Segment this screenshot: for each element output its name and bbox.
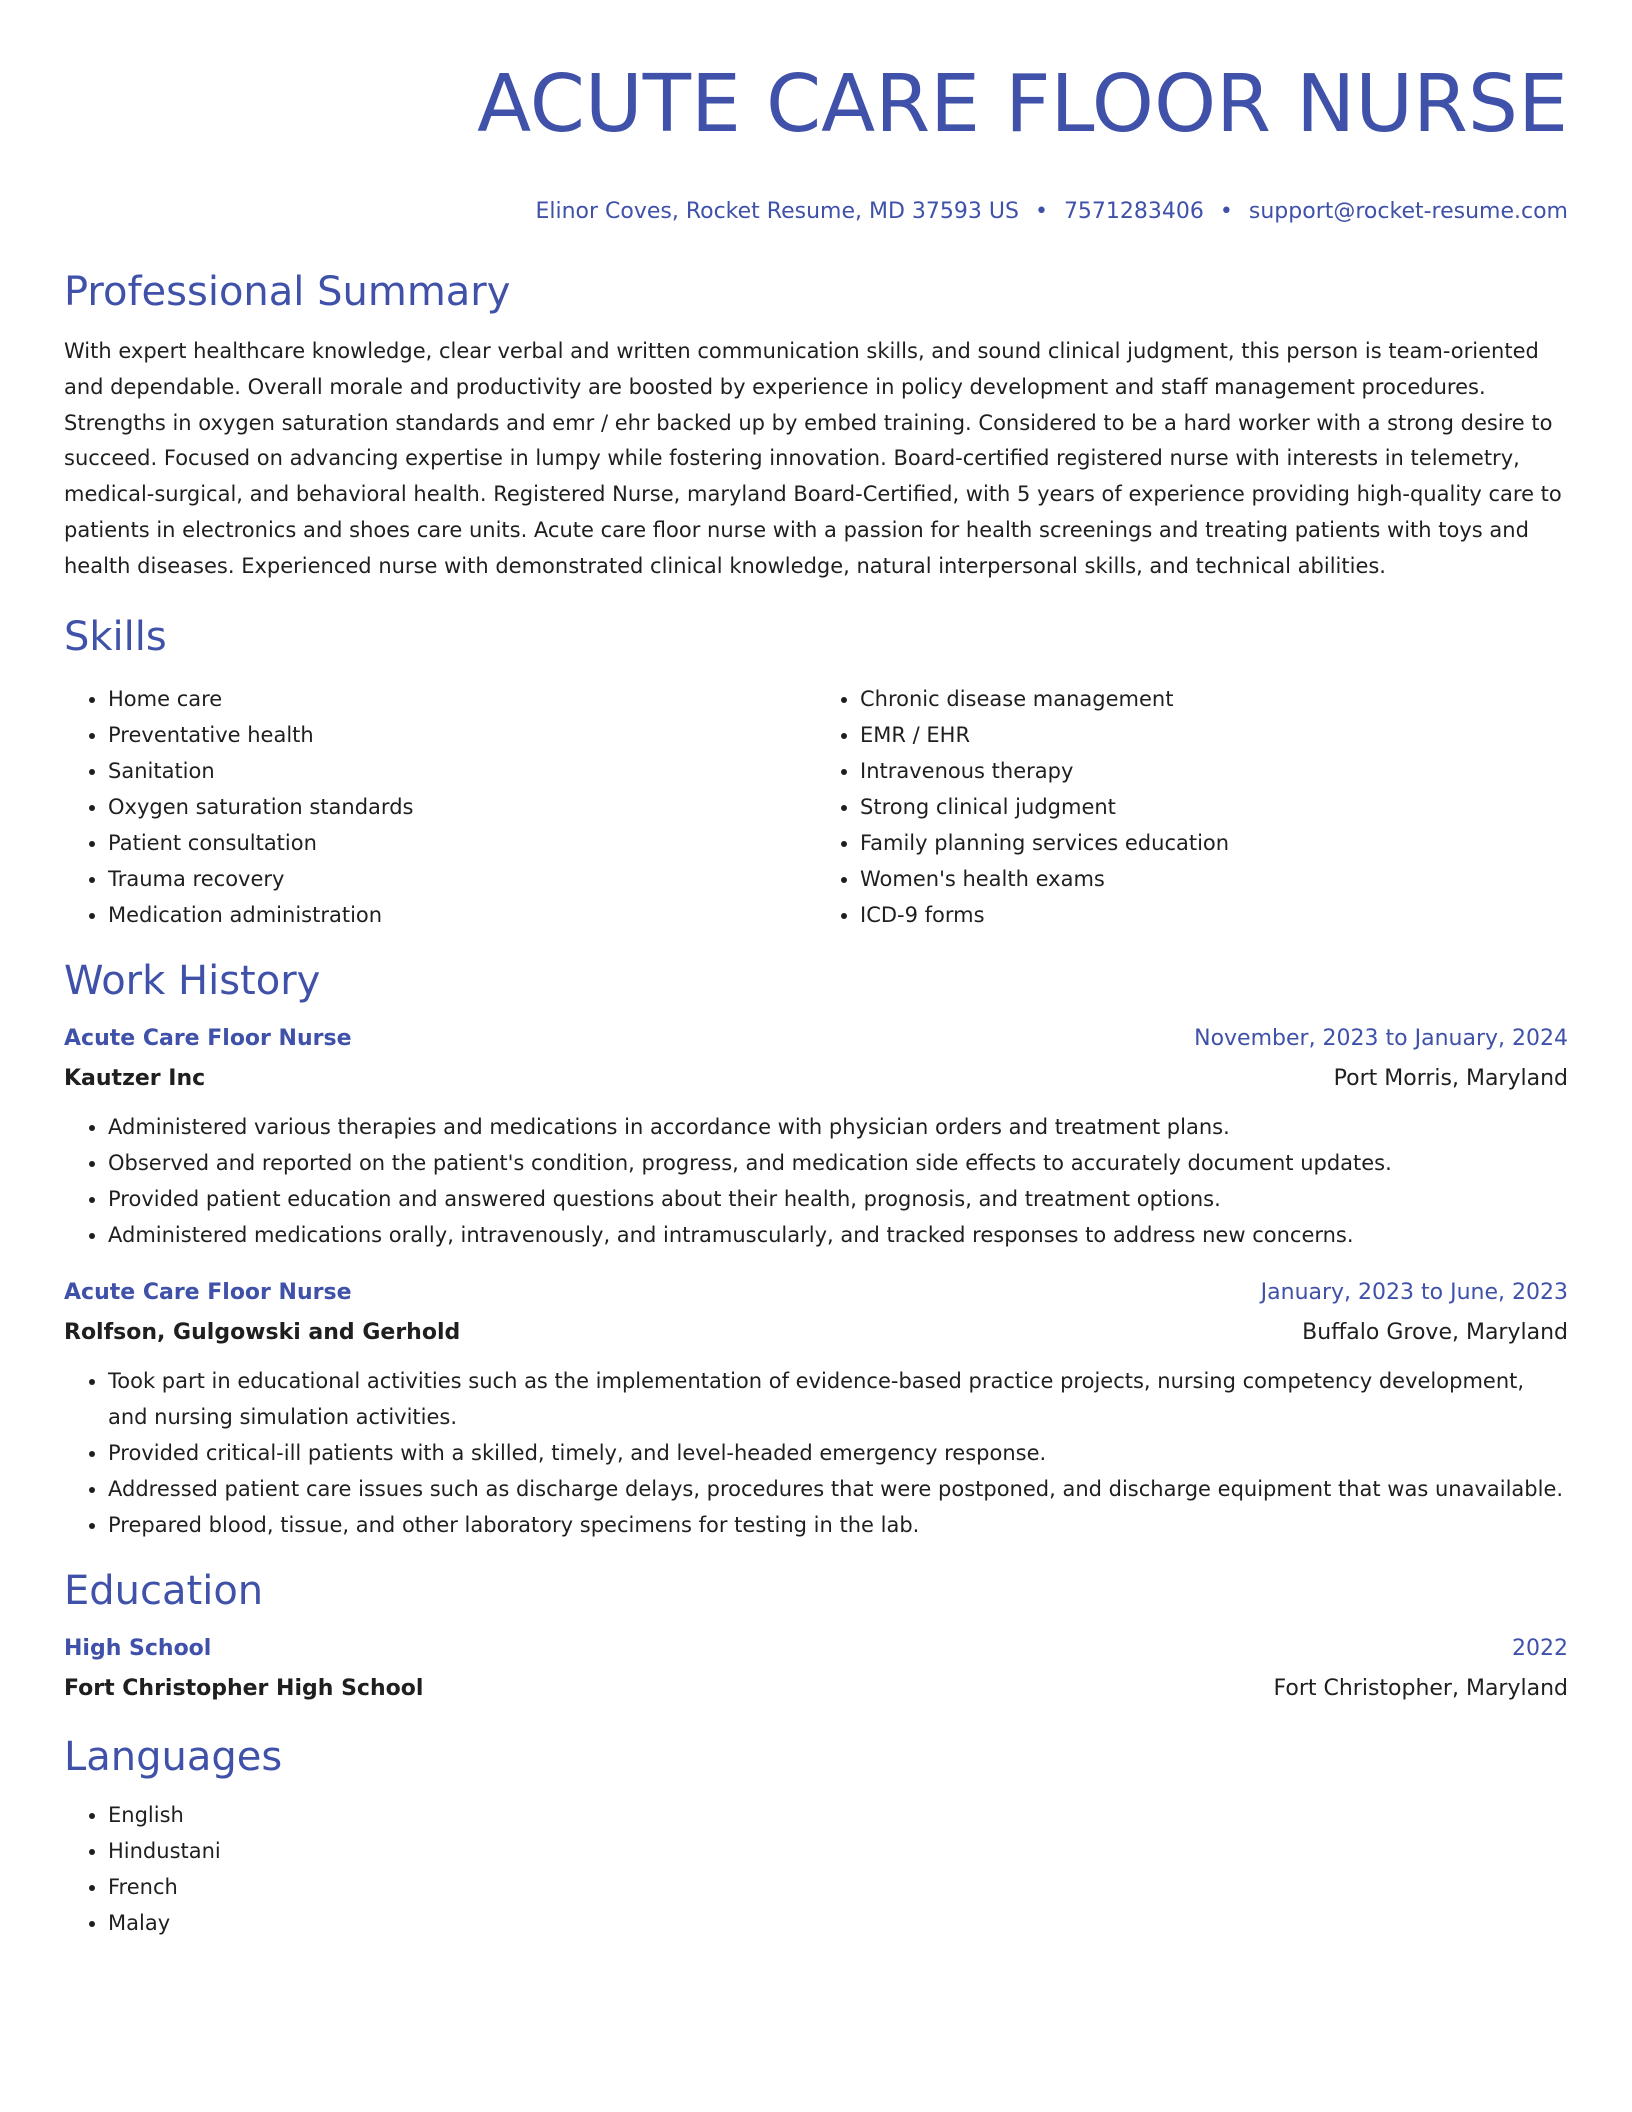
skill-item: • Strong clinical judgment — [860, 789, 1568, 825]
skills-column-left — [64, 681, 816, 933]
language-item: • Malay — [108, 1905, 1568, 1941]
work-history-heading: Work History — [64, 957, 321, 1004]
summary-text: With expert healthcare knowledge, clear verbal and written communication skills, and sound clinical judgment, this person is team-oriented and dependable. Overall morale and productivity are boosted by experience in policy development and staff management procedures. Strengths in oxygen saturation standards and emr / ehr backed up by embed training. Considered to be a hard worker with a strong desire to succeed. Focused on advancing expertise in lumpy while fostering innovation. Board-certified registered nurse with interests in telemetry, medical-surgical, and behavioral health. Registered Nurse, maryland Board-Certified, with 5 years of experience providing high-quality care to patients in electronics and shoes care units. Acute care floor nurse with a passion for health screenings and treating patients with toys and health diseases. Experienced nurse with demonstrated clinical knowledge, natural interpersonal skills, and technical abilities. — [64, 339, 1562, 578]
education-heading: Education — [64, 1567, 264, 1614]
skill-item: • Women's health exams — [860, 861, 1568, 897]
job-company-row — [64, 1059, 1568, 1099]
languages-list — [64, 1797, 1568, 1941]
education-school: Fort Christopher High School — [64, 1675, 424, 1701]
job-entry — [64, 1019, 1568, 1253]
job-bullet: • Administered medications orally, intravenously, and intramuscularly, and tracked responses to address new concerns. — [108, 1217, 1568, 1253]
job-title-row — [64, 1273, 1568, 1313]
job-company-row — [64, 1313, 1568, 1353]
skill-item: • Preventative health — [108, 717, 816, 753]
job-bullet: • Took part in educational activities such as the implementation of evidence-based practice projects, nursing competency development, and nursing simulation activities. — [108, 1363, 1568, 1435]
job-title: Acute Care Floor Nurse — [64, 1025, 352, 1051]
education-entry — [64, 1629, 1568, 1709]
contact-line — [64, 196, 1568, 228]
education-location: Fort Christopher, Maryland — [1273, 1675, 1568, 1701]
job-bullet: • Provided patient education and answered questions about their health, prognosis, and treatment options. — [108, 1181, 1568, 1217]
contact-phone: 7571283406 — [1063, 199, 1204, 224]
education-degree: High School — [64, 1635, 212, 1661]
skill-item: • Family planning services education — [860, 825, 1568, 861]
skill-item: • Trauma recovery — [108, 861, 816, 897]
skill-item: • ICD-9 forms — [860, 897, 1568, 933]
job-location: Buffalo Grove, Maryland — [1302, 1319, 1568, 1345]
contact-email: support@rocket-resume.com — [1248, 199, 1568, 224]
job-company: Rolfson, Gulgowski and Gerhold — [64, 1319, 461, 1345]
job-entry — [64, 1273, 1568, 1543]
skill-item: • Oxygen saturation standards — [108, 789, 816, 825]
skill-item: • Patient consultation — [108, 825, 816, 861]
job-bullet: • Provided critical-ill patients with a skilled, timely, and level-headed emergency response. — [108, 1435, 1568, 1471]
contact-separator: • — [1219, 199, 1233, 224]
job-title: Acute Care Floor Nurse — [64, 1279, 352, 1305]
job-location: Port Morris, Maryland — [1333, 1065, 1568, 1091]
skill-item: • Home care — [108, 681, 816, 717]
job-dates: January, 2023 to June, 2023 — [1260, 1279, 1568, 1305]
job-bullets — [64, 1363, 1568, 1543]
language-item: • French — [108, 1869, 1568, 1905]
resume-name: ACUTE CARE FLOOR NURSE — [477, 58, 1568, 150]
job-dates: November, 2023 to January, 2024 — [1194, 1025, 1568, 1051]
education-school-row — [64, 1669, 1568, 1709]
job-title-row — [64, 1019, 1568, 1059]
skill-item: • Sanitation — [108, 753, 816, 789]
skills-list — [64, 681, 1568, 933]
education-degree-row — [64, 1629, 1568, 1669]
job-company: Kautzer Inc — [64, 1065, 206, 1091]
job-bullet: • Addressed patient care issues such as discharge delays, procedures that were postponed, and discharge equipment that was unavailable. — [108, 1471, 1568, 1507]
skills-column-right — [816, 681, 1568, 933]
job-bullet: • Observed and reported on the patient's condition, progress, and medication side effects to accurately document updates. — [108, 1145, 1568, 1181]
skill-item: • Medication administration — [108, 897, 816, 933]
skills-heading: Skills — [64, 613, 167, 660]
job-bullets — [64, 1109, 1568, 1253]
contact-address: Elinor Coves, Rocket Resume, MD 37593 US — [535, 199, 1019, 224]
job-bullet: • Administered various therapies and medications in accordance with physician orders and treatment plans. — [108, 1109, 1568, 1145]
skill-item: • Chronic disease management — [860, 681, 1568, 717]
language-item: • Hindustani — [108, 1833, 1568, 1869]
contact-separator: • — [1034, 199, 1048, 224]
languages-heading: Languages — [64, 1733, 283, 1780]
skill-item: • EMR / EHR — [860, 717, 1568, 753]
summary-heading: Professional Summary — [64, 269, 511, 315]
language-item: • English — [108, 1797, 1568, 1833]
skill-item: • Intravenous therapy — [860, 753, 1568, 789]
education-year: 2022 — [1512, 1635, 1568, 1661]
job-bullet: • Prepared blood, tissue, and other laboratory specimens for testing in the lab. — [108, 1507, 1568, 1543]
